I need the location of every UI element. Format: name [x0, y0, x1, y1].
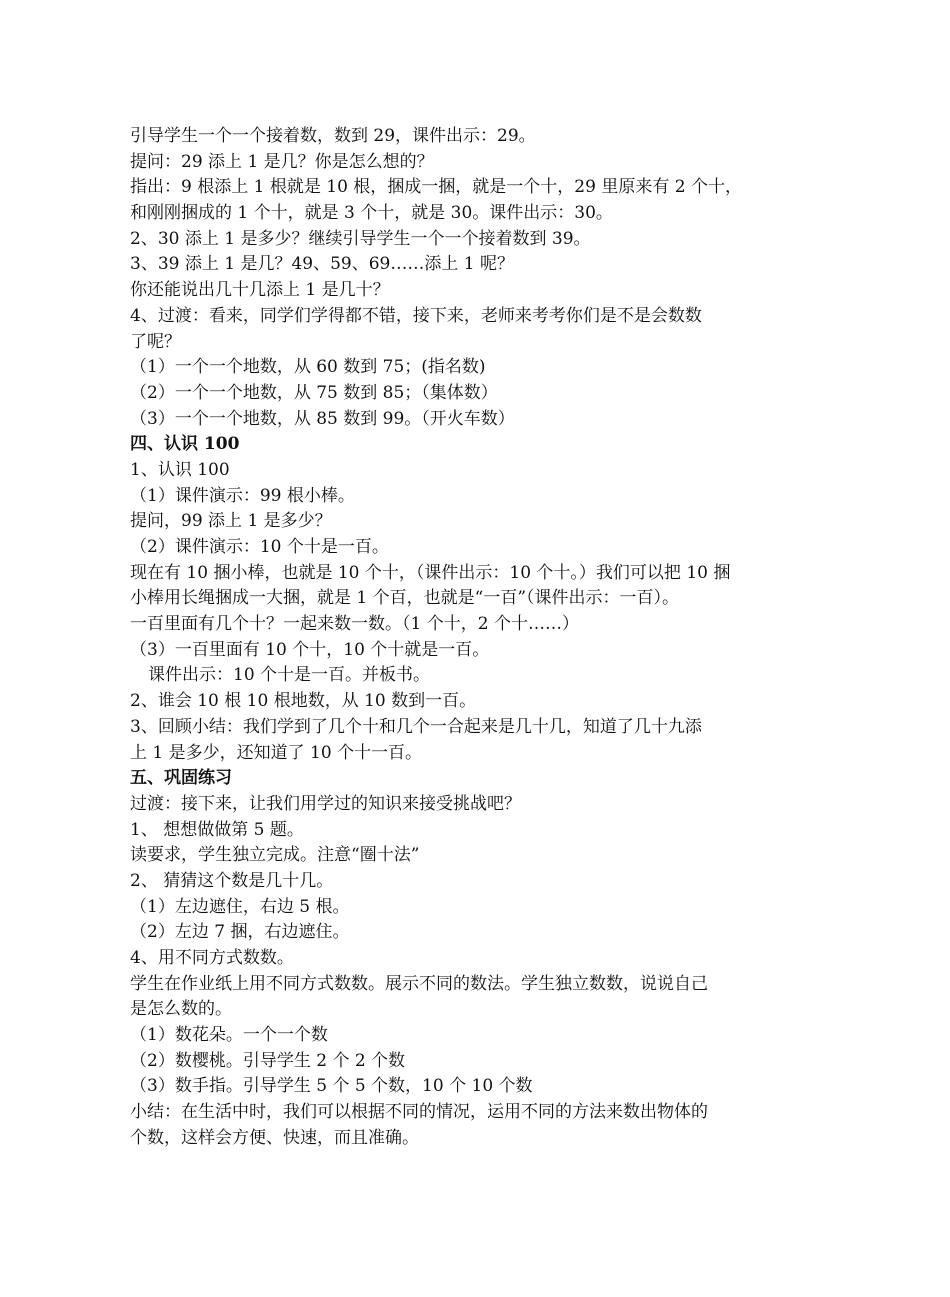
- text-line: （1）数花朵。一个一个数: [130, 1025, 328, 1046]
- section-heading: 四、认识 100: [130, 434, 240, 455]
- text-line: （3）一百里面有 10 个十，10 个十就是一百。: [130, 639, 490, 660]
- section-heading: 五、巩固练习: [130, 768, 232, 789]
- text-line: 1、认识 100: [130, 459, 230, 480]
- text-line: 4、用不同方式数数。: [130, 948, 294, 968]
- text-line: 和刚刚捆成的 1 个十，就是 3 个十，就是 30。课件出示：30。: [130, 203, 613, 224]
- text-line: 个数，这样会方便、快速，而且准确。: [130, 1127, 419, 1148]
- text-line: 4、过渡：看来，同学们学得都不错，接下来，老师来考考你们是不是会数数: [130, 305, 702, 326]
- text-line: 你还能说出几十几添上 1 是几十？: [130, 280, 390, 301]
- text-line: 一百里面有几个十？一起来数一数。（1 个十，2 个十……）: [130, 614, 579, 635]
- text-line: 指出：9 根添上 1 根就是 10 根，捆成一捆，就是一个十，29 里原来有 2 个十，: [130, 177, 742, 198]
- text-line: （2）课件演示：10 个十是一百。: [130, 537, 389, 557]
- text-line: 小结：在生活中时，我们可以根据不同的情况，运用不同的方法来数出物体的: [130, 1102, 708, 1123]
- text-line: 引导学生一个一个接着数，数到 29，课件出示：29。: [130, 126, 536, 146]
- text-line: （1）左边遮住，右边 5 根。: [130, 896, 350, 917]
- text-line: 读要求，学生独立完成。注意“圈十法”: [130, 845, 420, 866]
- text-line: 上 1 是多少，还知道了 10 个十一百。: [130, 742, 423, 763]
- text-line: 小棒用长绳捆成一大捆，就是 1 个百，也就是“一百”（课件出示：一百）。: [130, 588, 680, 609]
- text-line: 过渡：接下来，让我们用学过的知识来接受挑战吧？: [130, 793, 521, 814]
- text-line: 提问：29 添上 1 是几？你是怎么想的？: [130, 151, 434, 172]
- text-line: 1、 想想做做第 5 题。: [130, 819, 304, 840]
- text-line: 3、39 添上 1 是几？49、59、69……添上 1 呢？: [130, 254, 514, 275]
- text-line: 课件出示：10 个十是一百。并板书。: [148, 665, 431, 686]
- text-line: （3）一个一个地数，从 85 数到 99。（开火车数）: [130, 408, 515, 429]
- text-line: 2、谁会 10 根 10 根地数，从 10 数到一百。: [130, 691, 477, 712]
- text-line: 是怎么数的。: [130, 999, 232, 1020]
- text-line: 学生在作业纸上用不同方式数数。展示不同的数法。学生独立数数，说说自己: [130, 973, 708, 994]
- document-page: [130, 124, 830, 1152]
- text-line: 2、 猜猜这个数是几十几。: [130, 870, 334, 891]
- text-line: （2）一个一个地数，从 75 数到 85；（集体数）: [130, 382, 498, 403]
- text-line: （2）数樱桃。引导学生 2 个 2 个数: [130, 1050, 406, 1071]
- text-line: 3、回顾小结：我们学到了几个十和几个一合起来是几十几，知道了几十九添: [130, 716, 702, 737]
- text-line: 提问，99 添上 1 是多少？: [130, 511, 332, 532]
- text-line: （1）一个一个地数，从 60 数到 75；(指名数): [130, 357, 486, 378]
- text-line: 现在有 10 捆小棒，也就是 10 个十，（课件出示：10 个十。）我们可以把 10 捆: [130, 562, 731, 583]
- text-line: 2、30 添上 1 是多少？继续引导学生一个一个接着数到 39。: [130, 228, 591, 249]
- text-line: （3）数手指。引导学生 5 个 5 个数，10 个 10 个数: [130, 1076, 533, 1097]
- text-line: （2）左边 7 捆，右边遮住。: [130, 922, 350, 943]
- text-line: （1）课件演示：99 根小棒。: [130, 485, 355, 506]
- text-line: 了呢？: [130, 331, 181, 352]
